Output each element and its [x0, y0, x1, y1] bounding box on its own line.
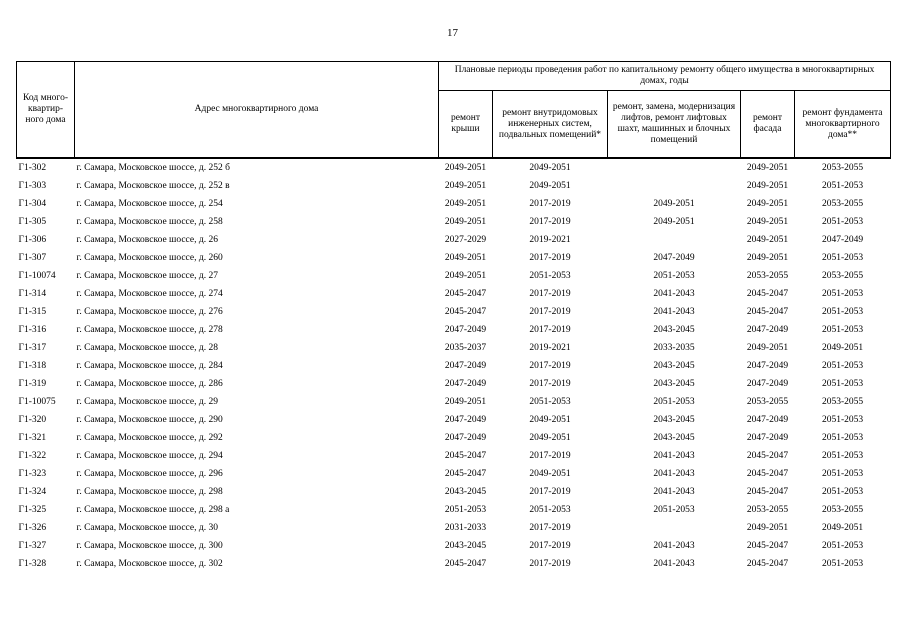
cell-roof: 2047-2049	[444, 325, 487, 335]
cell-elevators: 2043-2045	[653, 325, 695, 335]
cell-address: г. Самара, Московское шоссе, д. 286	[76, 379, 223, 389]
header-elevators: ремонт, замена, модернизация лифтов, ремонт лифтовых шахт, машинных и блочных помещений	[608, 91, 741, 159]
table-row	[17, 158, 891, 177]
cell-facade: 2047-2049	[746, 433, 789, 443]
cell-code: Г1-317	[18, 343, 47, 353]
cell-elevators: 2033-2035	[653, 343, 695, 353]
cell-foundation: 2051-2053	[821, 559, 864, 569]
cell-foundation: 2053-2055	[821, 199, 864, 209]
cell-elevators: 2043-2045	[653, 379, 695, 389]
cell-roof: 2049-2051	[444, 181, 487, 191]
cell-foundation: 2051-2053	[821, 307, 864, 317]
table-row	[17, 429, 891, 447]
table-row	[17, 195, 891, 213]
cell-foundation: 2051-2053	[821, 361, 864, 371]
cell-code: Г1-302	[18, 163, 47, 173]
cell-roof: 2049-2051	[444, 271, 487, 281]
cell-foundation: 2051-2053	[821, 487, 864, 497]
header-facade: ремонт фасада	[741, 91, 795, 159]
cell-code: Г1-325	[18, 505, 47, 515]
cell-foundation: 2051-2053	[821, 415, 864, 425]
table-row	[17, 537, 891, 555]
cell-foundation: 2053-2055	[821, 505, 864, 515]
cell-systems: 2017-2019	[529, 379, 571, 389]
cell-address: г. Самара, Московское шоссе, д. 302	[76, 559, 223, 569]
header-code: Код много-квартир-ного дома	[17, 62, 75, 159]
cell-code: Г1-305	[18, 217, 47, 227]
cell-systems: 2017-2019	[529, 325, 571, 335]
cell-facade: 2047-2049	[746, 379, 789, 389]
cell-systems: 2017-2019	[529, 541, 571, 551]
cell-systems: 2017-2019	[529, 451, 571, 461]
cell-elevators	[608, 231, 741, 249]
cell-facade: 2053-2055	[746, 397, 789, 407]
cell-code: Г1-328	[18, 559, 47, 569]
cell-address: г. Самара, Московское шоссе, д. 27	[76, 271, 218, 281]
cell-address: г. Самара, Московское шоссе, д. 26	[76, 235, 218, 245]
cell-systems: 2019-2021	[529, 343, 571, 353]
cell-roof: 2047-2049	[444, 433, 487, 443]
cell-code: Г1-324	[18, 487, 47, 497]
cell-foundation: 2051-2053	[821, 217, 864, 227]
cell-facade: 2047-2049	[746, 415, 789, 425]
cell-systems: 2017-2019	[529, 217, 571, 227]
cell-code: Г1-327	[18, 541, 47, 551]
cell-address: г. Самара, Московское шоссе, д. 300	[76, 541, 223, 551]
cell-address: г. Самара, Московское шоссе, д. 274	[76, 289, 223, 299]
table-row	[17, 465, 891, 483]
cell-roof: 2045-2047	[444, 469, 487, 479]
cell-roof: 2035-2037	[444, 343, 487, 353]
cell-address: г. Самара, Московское шоссе, д. 284	[76, 361, 223, 371]
cell-address: г. Самара, Московское шоссе, д. 294	[76, 451, 223, 461]
cell-systems: 2049-2051	[529, 469, 571, 479]
cell-code: Г1-304	[18, 199, 47, 209]
cell-foundation: 2051-2053	[821, 469, 864, 479]
cell-code: Г1-318	[18, 361, 47, 371]
table-header	[17, 62, 891, 159]
cell-code: Г1-314	[18, 289, 47, 299]
cell-facade: 2045-2047	[746, 487, 789, 497]
table-row	[17, 483, 891, 501]
cell-elevators: 2041-2043	[653, 307, 695, 317]
cell-facade: 2049-2051	[746, 343, 789, 353]
cell-roof: 2047-2049	[444, 379, 487, 389]
cell-systems: 2051-2053	[529, 397, 571, 407]
cell-facade: 2049-2051	[746, 235, 789, 245]
cell-facade: 2049-2051	[746, 163, 789, 173]
cell-roof: 2047-2049	[444, 415, 487, 425]
cell-facade: 2045-2047	[746, 451, 789, 461]
cell-code: Г1-326	[18, 523, 47, 533]
cell-address: г. Самара, Московское шоссе, д. 260	[76, 253, 223, 263]
cell-address: г. Самара, Московское шоссе, д. 30	[76, 523, 218, 533]
cell-facade: 2045-2047	[746, 541, 789, 551]
cell-elevators: 2051-2053	[653, 397, 695, 407]
capital-repair-table	[16, 61, 891, 573]
cell-code: Г1-322	[18, 451, 47, 461]
cell-foundation: 2047-2049	[821, 235, 864, 245]
table-row	[17, 285, 891, 303]
cell-code: Г1-307	[18, 253, 47, 263]
header-roof: ремонт крыши	[439, 91, 493, 159]
cell-facade: 2049-2051	[746, 217, 789, 227]
table-row	[17, 177, 891, 195]
cell-code: Г1-10075	[18, 397, 56, 407]
cell-foundation: 2053-2055	[821, 163, 864, 173]
table-row	[17, 321, 891, 339]
cell-address: г. Самара, Московское шоссе, д. 290	[76, 415, 223, 425]
cell-systems: 2017-2019	[529, 361, 571, 371]
table-row	[17, 249, 891, 267]
cell-code: Г1-323	[18, 469, 47, 479]
cell-address: г. Самара, Московское шоссе, д. 28	[76, 343, 218, 353]
cell-elevators	[608, 519, 741, 537]
cell-code: Г1-315	[18, 307, 47, 317]
cell-roof: 2047-2049	[444, 361, 487, 371]
cell-code: Г1-321	[18, 433, 47, 443]
cell-roof: 2043-2045	[444, 487, 487, 497]
cell-systems: 2051-2053	[529, 505, 571, 515]
cell-systems: 2017-2019	[529, 487, 571, 497]
cell-elevators	[608, 158, 741, 177]
cell-elevators: 2043-2045	[653, 361, 695, 371]
cell-code: Г1-10074	[18, 271, 56, 281]
cell-foundation: 2049-2051	[821, 343, 864, 353]
page-number: 17	[447, 27, 458, 39]
table-row	[17, 411, 891, 429]
cell-roof: 2049-2051	[444, 253, 487, 263]
cell-address: г. Самара, Московское шоссе, д. 258	[76, 217, 223, 227]
cell-roof: 2043-2045	[444, 541, 487, 551]
cell-elevators: 2041-2043	[653, 469, 695, 479]
cell-systems: 2017-2019	[529, 289, 571, 299]
cell-foundation: 2051-2053	[821, 181, 864, 191]
cell-elevators: 2051-2053	[653, 505, 695, 515]
cell-foundation: 2051-2053	[821, 379, 864, 389]
cell-address: г. Самара, Московское шоссе, д. 29	[76, 397, 218, 407]
cell-facade: 2049-2051	[746, 253, 789, 263]
cell-foundation: 2051-2053	[821, 433, 864, 443]
cell-facade: 2045-2047	[746, 469, 789, 479]
table-row	[17, 267, 891, 285]
cell-systems: 2017-2019	[529, 559, 571, 569]
cell-facade: 2045-2047	[746, 289, 789, 299]
cell-address: г. Самара, Московское шоссе, д. 296	[76, 469, 223, 479]
table-row	[17, 555, 891, 573]
header-foundation: ремонт фундамента многоквартирного дома**	[795, 91, 891, 159]
cell-facade: 2045-2047	[746, 307, 789, 317]
cell-address: г. Самара, Московское шоссе, д. 254	[76, 199, 223, 209]
cell-elevators: 2043-2045	[653, 415, 695, 425]
cell-code: Г1-303	[18, 181, 47, 191]
cell-address: г. Самара, Московское шоссе, д. 278	[76, 325, 223, 335]
cell-roof: 2049-2051	[444, 397, 487, 407]
cell-elevators	[608, 177, 741, 195]
cell-foundation: 2051-2053	[821, 325, 864, 335]
table-row	[17, 447, 891, 465]
cell-elevators: 2041-2043	[653, 289, 695, 299]
cell-address: г. Самара, Московское шоссе, д. 252 в	[76, 181, 230, 191]
cell-address: г. Самара, Московское шоссе, д. 276	[76, 307, 223, 317]
cell-systems: 2017-2019	[529, 307, 571, 317]
cell-systems: 2049-2051	[529, 181, 571, 191]
cell-foundation: 2051-2053	[821, 541, 864, 551]
cell-foundation: 2053-2055	[821, 271, 864, 281]
cell-systems: 2017-2019	[529, 253, 571, 263]
cell-facade: 2047-2049	[746, 325, 789, 335]
cell-roof: 2049-2051	[444, 163, 487, 173]
cell-address: г. Самара, Московское шоссе, д. 252 б	[76, 163, 230, 173]
header-systems: ремонт внутридомовых инженерных систем, подвальных помещений*	[493, 91, 608, 159]
cell-roof: 2045-2047	[444, 289, 487, 299]
cell-foundation: 2053-2055	[821, 397, 864, 407]
cell-address: г. Самара, Московское шоссе, д. 292	[76, 433, 223, 443]
cell-systems: 2049-2051	[529, 433, 571, 443]
cell-facade: 2053-2055	[746, 271, 789, 281]
cell-elevators: 2049-2051	[653, 217, 695, 227]
cell-roof: 2045-2047	[444, 451, 487, 461]
cell-elevators: 2043-2045	[653, 433, 695, 443]
cell-roof: 2049-2051	[444, 199, 487, 209]
cell-elevators: 2041-2043	[653, 487, 695, 497]
cell-systems: 2017-2019	[529, 199, 571, 209]
cell-roof: 2045-2047	[444, 559, 487, 569]
cell-address: г. Самара, Московское шоссе, д. 298 а	[76, 505, 230, 515]
cell-systems: 2017-2019	[529, 523, 571, 533]
cell-address: г. Самара, Московское шоссе, д. 298	[76, 487, 223, 497]
table-row	[17, 213, 891, 231]
cell-elevators: 2041-2043	[653, 451, 695, 461]
header-address: Адрес многоквартирного дома	[75, 62, 439, 159]
cell-systems: 2049-2051	[529, 415, 571, 425]
cell-facade: 2045-2047	[746, 559, 789, 569]
table-row	[17, 231, 891, 249]
table-row	[17, 519, 891, 537]
cell-foundation: 2049-2051	[821, 523, 864, 533]
cell-facade: 2049-2051	[746, 199, 789, 209]
cell-code: Г1-320	[18, 415, 47, 425]
cell-code: Г1-306	[18, 235, 47, 245]
cell-roof: 2027-2029	[444, 235, 487, 245]
header-periods: Плановые периоды проведения работ по капитальному ремонту общего имущества в многоквартирных домах, годы	[439, 62, 891, 91]
cell-systems: 2051-2053	[529, 271, 571, 281]
cell-facade: 2047-2049	[746, 361, 789, 371]
cell-systems: 2019-2021	[529, 235, 571, 245]
cell-elevators: 2051-2053	[653, 271, 695, 281]
table-body	[17, 158, 891, 573]
cell-facade: 2049-2051	[746, 181, 789, 191]
cell-foundation: 2051-2053	[821, 289, 864, 299]
cell-facade: 2049-2051	[746, 523, 789, 533]
cell-foundation: 2051-2053	[821, 253, 864, 263]
table-row	[17, 393, 891, 411]
cell-elevators: 2047-2049	[653, 253, 695, 263]
cell-code: Г1-316	[18, 325, 47, 335]
cell-facade: 2053-2055	[746, 505, 789, 515]
table-row	[17, 357, 891, 375]
table-row	[17, 375, 891, 393]
cell-elevators: 2041-2043	[653, 541, 695, 551]
cell-elevators: 2041-2043	[653, 559, 695, 569]
cell-roof: 2045-2047	[444, 307, 487, 317]
cell-roof: 2031-2033	[444, 523, 487, 533]
table-row	[17, 303, 891, 321]
table-row	[17, 339, 891, 357]
cell-roof: 2049-2051	[444, 217, 487, 227]
cell-code: Г1-319	[18, 379, 47, 389]
table-row	[17, 501, 891, 519]
cell-elevators: 2049-2051	[653, 199, 695, 209]
cell-foundation: 2051-2053	[821, 451, 864, 461]
cell-roof: 2051-2053	[444, 505, 487, 515]
cell-systems: 2049-2051	[529, 163, 571, 173]
